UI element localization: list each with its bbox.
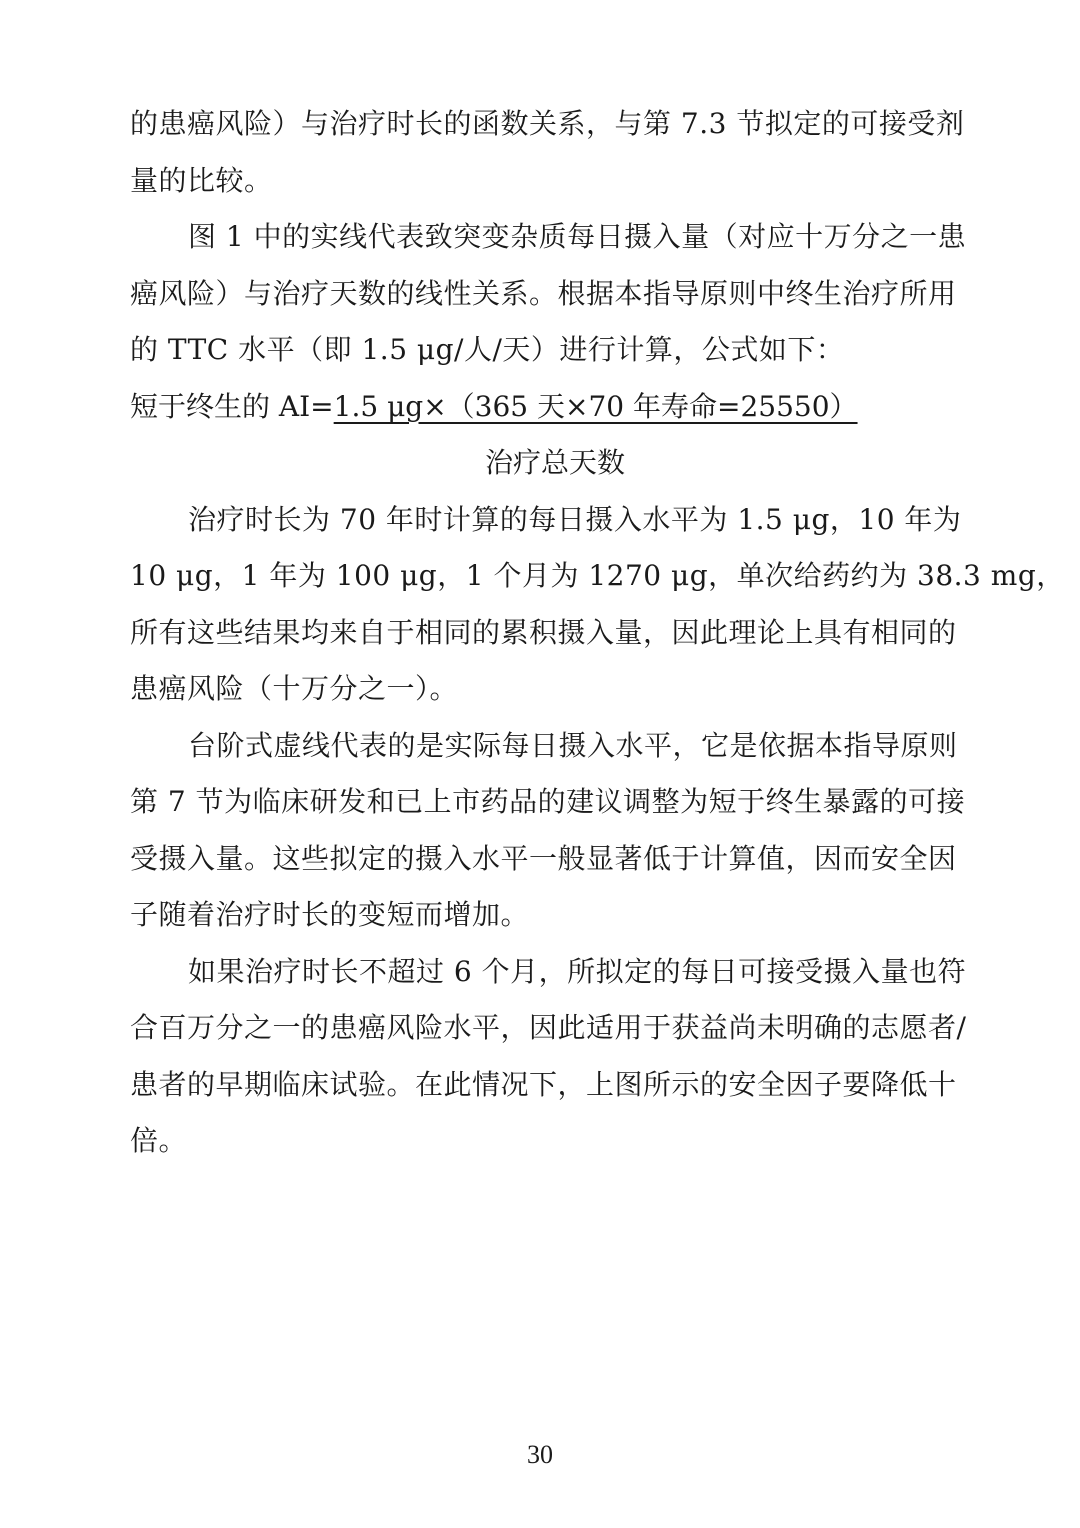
text-line: 所有这些结果均来自于相同的累积摄入量，因此理论上具有相同的: [130, 615, 957, 649]
text-line: 的 TTC 水平（即 1.5 μg/人/天）进行计算，公式如下：: [130, 333, 845, 366]
text-line: 第 7 节为临床研发和已上市药品的建议调整为短于终生暴露的可接: [130, 785, 966, 818]
paragraph-5: [130, 944, 980, 1170]
paragraph-3: [130, 492, 1065, 718]
document-body: [130, 96, 1065, 1170]
text-line: 子随着治疗时长的变短而增加。: [130, 898, 530, 931]
paragraph-4: [130, 718, 980, 944]
formula: [130, 379, 980, 492]
paragraph-2: [130, 209, 980, 379]
formula-label: 短于终生的 AI=: [130, 389, 334, 423]
text-line: 倍。: [130, 1124, 188, 1157]
text-line: 量的比较。: [130, 163, 273, 197]
text-line: 的患癌风险）与治疗时长的函数关系，与第 7.3 节拟定的可接受剂: [130, 107, 965, 140]
page-number: 30: [527, 1440, 553, 1469]
text-line: 如果治疗时长不超过 6 个月，所拟定的每日可接受摄入量也符: [188, 954, 967, 988]
text-line: 10 μg，1 年为 100 μg，1 个月为 1270 μg，单次给药约为 38.3 mg，: [130, 559, 1065, 592]
text-line: 合百万分之一的患癌风险水平，因此适用于获益尚未明确的志愿者/: [130, 1011, 967, 1044]
text-line: 台阶式虚线代表的是实际每日摄入水平，它是依据本指导原则: [188, 728, 958, 762]
formula-numerator: 1.5 μg×（365 天×70 年寿命=25550）: [333, 389, 858, 423]
text-line: 癌风险）与治疗天数的线性关系。根据本指导原则中终生治疗所用: [130, 276, 957, 310]
text-line: 患者的早期临床试验。在此情况下，上图所示的安全因子要降低十: [130, 1067, 957, 1101]
formula-denominator: 治疗总天数: [484, 446, 625, 479]
text-line: 治疗时长为 70 年时计算的每日摄入水平为 1.5 μg，10 年为: [188, 502, 962, 536]
text-line: 图 1 中的实线代表致突变杂质每日摄入量（对应十万分之一患: [188, 220, 967, 253]
text-line: 受摄入量。这些拟定的摄入水平一般显著低于计算值，因而安全因: [130, 841, 957, 875]
formula-numerator-line: [130, 379, 980, 436]
paragraph-1: [130, 96, 980, 209]
text-line: 患癌风险（十万分之一）。: [130, 672, 459, 705]
